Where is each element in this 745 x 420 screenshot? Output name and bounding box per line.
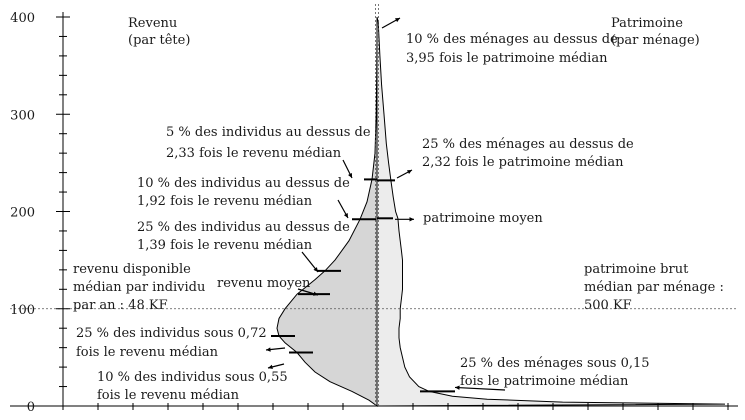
- left-annot-10pct-line1: 10 % des individus au dessus de: [137, 176, 350, 191]
- right-annot-low25-line2: fois le patrimoine médian: [460, 374, 629, 389]
- left-median-label-line2: médian par individu: [73, 280, 206, 295]
- y-tick-label-200: 200: [10, 205, 35, 221]
- right-annot-top25-line1: 25 % des ménages au dessus de: [422, 137, 634, 152]
- right-annot-top10-line2: 3,95 fois le patrimoine médian: [406, 51, 608, 66]
- left-annot-low25-line2: fois le revenu médian: [76, 345, 219, 360]
- y-tick-label-0: 0: [26, 400, 35, 415]
- right-arrow-mean-head: [409, 217, 414, 221]
- left-annot-5pct-line2: 2,33 fois le revenu médian: [166, 146, 342, 161]
- left-panel-subtitle: (par tête): [128, 33, 191, 48]
- left-annot-25pct-line2: 1,39 fois le revenu médian: [137, 238, 313, 253]
- right-annot-top10-line1: 10 % des ménages au dessus de: [406, 32, 618, 47]
- left-panel-title: Revenu: [128, 16, 178, 31]
- y-tick-label-400: 400: [10, 11, 35, 26]
- right-median-label-line3: 500 KF: [584, 298, 632, 313]
- left-annot-5pct-line1: 5 % des individus au dessus de: [166, 125, 371, 140]
- right-median-label-line2: médian par ménage :: [584, 280, 724, 295]
- left-annot-low10-line1: 10 % des individus sous 0,55: [97, 370, 288, 385]
- left-annot-10pct-line2: 1,92 fois le revenu médian: [137, 194, 313, 209]
- left-annot-25pct-line1: 25 % des individus au dessus de: [137, 220, 350, 235]
- left-mean-label: revenu moyen: [217, 276, 311, 291]
- right-panel-title: Patrimoine: [611, 16, 683, 31]
- right-annot-low25-line1: 25 % des ménages sous 0,15: [460, 356, 650, 371]
- y-tick-label-300: 300: [10, 108, 35, 124]
- left-median-label-line1: revenu disponible: [73, 262, 191, 277]
- right-arrow-low25-head: [455, 385, 460, 389]
- y-tick-label-100: 100: [10, 302, 35, 318]
- right-panel-subtitle: (par ménage): [611, 33, 700, 48]
- left-annot-low25-line1: 25 % des individus sous 0,72: [76, 326, 267, 341]
- right-annot-top25-line2: 2,32 fois le patrimoine médian: [422, 155, 624, 170]
- right-mean-label: patrimoine moyen: [423, 211, 543, 226]
- right-median-label-line1: patrimoine brut: [584, 262, 689, 277]
- left-annot-low10-line2: fois le revenu médian: [97, 388, 240, 403]
- left-median-label-line3: par an : 48 KF: [73, 298, 168, 313]
